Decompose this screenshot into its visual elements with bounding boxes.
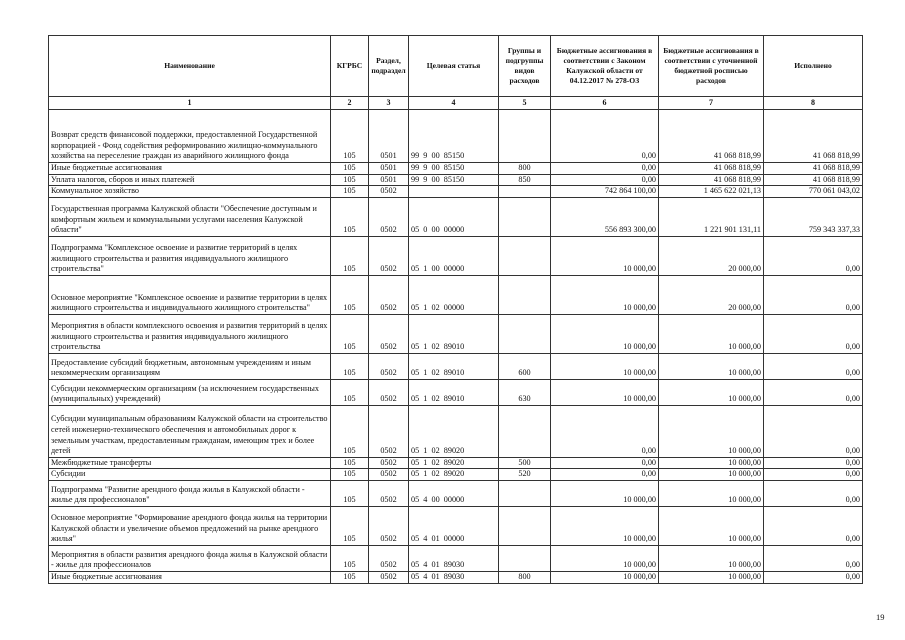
row-target-article-cell: 05 1 02 89020 [409,469,499,481]
header-target-article: Целевая статья [409,36,499,97]
row-name-cell: Субсидии муниципальным образованиям Калужской области на строительство сетей инженерно-технического обеспечения и автомобильных дорог к земельным участкам, предоставленным гражданам, имеющим трех и более детей [49,405,331,457]
table-row [49,174,863,186]
row-executed-cell: 0,00 [764,506,863,545]
row-law-allocation-cell: 0,00 [551,110,659,163]
table-row [49,186,863,198]
row-target-article-cell: 05 4 01 00000 [409,506,499,545]
row-revised-allocation-cell: 10 000,00 [659,457,764,469]
row-name-cell: Возврат средств финансовой поддержки, предоставленной Государственной корпорацией - Фонд содействия реформированию жилищно-коммунального хозяйства на переселение граждан из аварийного жилищного фонда [49,110,331,163]
row-name-cell: Предоставление субсидий бюджетным, автономным учреждениям и иным некоммерческим организациям [49,353,331,379]
row-expense-group-cell [499,110,551,163]
row-name-cell: Основное мероприятие "Комплексное освоение и развитие территории в целях жилищного строительства и индивидуального жилищного строительства" [49,275,331,314]
column-number: 5 [499,97,551,110]
row-section-cell: 0502 [369,571,409,583]
row-revised-allocation-cell: 10 000,00 [659,480,764,506]
row-law-allocation-cell: 0,00 [551,405,659,457]
page-number: 19 [876,612,885,622]
row-law-allocation-cell: 0,00 [551,469,659,481]
row-section-cell: 0502 [369,506,409,545]
row-name-cell: Государственная программа Калужской области "Обеспечение доступным и комфортным жильем и коммунальными услугами населения Калужской области" [49,197,331,236]
row-target-article-cell: 05 4 00 00000 [409,480,499,506]
row-executed-cell: 0,00 [764,469,863,481]
row-kgrbs-cell: 105 [331,275,369,314]
header-section: Раздел, подраздел [369,36,409,97]
column-number-row [49,97,863,110]
row-executed-cell: 770 061 043,02 [764,186,863,198]
row-target-article-cell: 05 1 02 89020 [409,405,499,457]
row-section-cell: 0502 [369,236,409,275]
budget-execution-table [48,35,863,584]
row-expense-group-cell [499,275,551,314]
row-executed-cell: 0,00 [764,480,863,506]
row-expense-group-cell: 800 [499,571,551,583]
table-row [49,571,863,583]
row-name-cell: Мероприятия в области комплексного освоения и развития территорий в целях жилищного строительства и развития индивидуального жилищного строительства [49,314,331,353]
row-target-article-cell: 05 1 02 00000 [409,275,499,314]
header-name: Наименование [49,36,331,97]
row-law-allocation-cell: 0,00 [551,457,659,469]
column-number: 7 [659,97,764,110]
row-section-cell: 0502 [369,353,409,379]
row-expense-group-cell [499,314,551,353]
row-law-allocation-cell: 10 000,00 [551,379,659,405]
row-law-allocation-cell: 742 864 100,00 [551,186,659,198]
row-executed-cell: 0,00 [764,545,863,571]
row-section-cell: 0502 [369,457,409,469]
header-executed: Исполнено [764,36,863,97]
row-target-article-cell: 99 9 00 85150 [409,110,499,163]
row-revised-allocation-cell: 10 000,00 [659,571,764,583]
table-body [49,110,863,584]
row-law-allocation-cell: 10 000,00 [551,353,659,379]
header-revised-allocations: Бюджетные ассигнования в соответствии с уточненной бюджетной росписью расходов [659,36,764,97]
row-target-article-cell: 05 4 01 89030 [409,545,499,571]
row-expense-group-cell [499,545,551,571]
row-kgrbs-cell: 105 [331,163,369,175]
row-name-cell: Подпрограмма "Развитие арендного фонда жилья в Калужской области - жилье для профессионалов" [49,480,331,506]
row-kgrbs-cell: 105 [331,197,369,236]
table-row [49,405,863,457]
row-target-article-cell [409,186,499,198]
row-revised-allocation-cell: 10 000,00 [659,506,764,545]
row-revised-allocation-cell: 10 000,00 [659,405,764,457]
row-section-cell: 0502 [369,275,409,314]
row-law-allocation-cell: 10 000,00 [551,275,659,314]
row-expense-group-cell: 800 [499,163,551,175]
row-kgrbs-cell: 105 [331,469,369,481]
row-revised-allocation-cell: 10 000,00 [659,469,764,481]
row-kgrbs-cell: 105 [331,314,369,353]
row-expense-group-cell: 600 [499,353,551,379]
row-expense-group-cell: 500 [499,457,551,469]
row-revised-allocation-cell: 20 000,00 [659,236,764,275]
row-expense-group-cell [499,506,551,545]
row-expense-group-cell [499,405,551,457]
row-expense-group-cell [499,186,551,198]
row-section-cell: 0502 [369,405,409,457]
column-number: 8 [764,97,863,110]
row-name-cell: Основное мероприятие "Формирование арендного фонда жилья на территории Калужской области и увеличение объемов предложений на рынке арендного жилья" [49,506,331,545]
row-kgrbs-cell: 105 [331,110,369,163]
row-expense-group-cell [499,236,551,275]
row-section-cell: 0502 [369,469,409,481]
table-header-row [49,36,863,97]
row-name-cell: Иные бюджетные ассигнования [49,571,331,583]
table-row [49,480,863,506]
row-law-allocation-cell: 0,00 [551,163,659,175]
row-expense-group-cell: 520 [499,469,551,481]
table-row [49,110,863,163]
column-number: 4 [409,97,499,110]
row-expense-group-cell [499,197,551,236]
table-row [49,236,863,275]
row-revised-allocation-cell: 10 000,00 [659,353,764,379]
row-name-cell: Иные бюджетные ассигнования [49,163,331,175]
row-target-article-cell: 05 4 01 89030 [409,571,499,583]
row-kgrbs-cell: 105 [331,506,369,545]
header-expense-group: Группы и подгруппы видов расходов [499,36,551,97]
table-row [49,457,863,469]
row-kgrbs-cell: 105 [331,480,369,506]
row-revised-allocation-cell: 1 221 901 131,11 [659,197,764,236]
row-revised-allocation-cell: 41 068 818,99 [659,110,764,163]
row-name-cell: Межбюджетные трансферты [49,457,331,469]
row-expense-group-cell: 630 [499,379,551,405]
column-number: 3 [369,97,409,110]
row-revised-allocation-cell: 20 000,00 [659,275,764,314]
row-target-article-cell: 05 1 00 00000 [409,236,499,275]
row-kgrbs-cell: 105 [331,186,369,198]
row-law-allocation-cell: 10 000,00 [551,571,659,583]
row-kgrbs-cell: 105 [331,379,369,405]
table-row [49,469,863,481]
row-name-cell: Уплата налогов, сборов и иных платежей [49,174,331,186]
row-target-article-cell: 05 1 02 89020 [409,457,499,469]
row-name-cell: Подпрограмма "Комплексное освоение и развитие территорий в целях жилищного строительства и развития индивидуального жилищного строительства" [49,236,331,275]
row-kgrbs-cell: 105 [331,545,369,571]
row-law-allocation-cell: 10 000,00 [551,545,659,571]
row-law-allocation-cell: 556 893 300,00 [551,197,659,236]
row-executed-cell: 41 068 818,99 [764,163,863,175]
row-revised-allocation-cell: 10 000,00 [659,545,764,571]
row-target-article-cell: 05 1 02 89010 [409,379,499,405]
row-law-allocation-cell: 10 000,00 [551,314,659,353]
row-kgrbs-cell: 105 [331,353,369,379]
table-row [49,506,863,545]
row-executed-cell: 759 343 337,33 [764,197,863,236]
column-number: 1 [49,97,331,110]
row-revised-allocation-cell: 10 000,00 [659,379,764,405]
column-number: 2 [331,97,369,110]
row-kgrbs-cell: 105 [331,405,369,457]
row-kgrbs-cell: 105 [331,174,369,186]
row-executed-cell: 0,00 [764,405,863,457]
row-executed-cell: 0,00 [764,457,863,469]
row-revised-allocation-cell: 10 000,00 [659,314,764,353]
row-target-article-cell: 99 9 00 85150 [409,163,499,175]
row-law-allocation-cell: 0,00 [551,174,659,186]
row-name-cell: Субсидии [49,469,331,481]
row-name-cell: Мероприятия в области развития арендного фонда жилья в Калужской области - жилье для профессионалов [49,545,331,571]
column-number: 6 [551,97,659,110]
header-kgrbs: КГРБС [331,36,369,97]
row-kgrbs-cell: 105 [331,236,369,275]
row-executed-cell: 0,00 [764,353,863,379]
table-row [49,314,863,353]
row-target-article-cell: 05 0 00 00000 [409,197,499,236]
row-executed-cell: 0,00 [764,275,863,314]
table-row [49,379,863,405]
row-section-cell: 0502 [369,314,409,353]
row-expense-group-cell [499,480,551,506]
row-section-cell: 0502 [369,480,409,506]
header-law-allocations: Бюджетные ассигнования в соответствии с Законом Калужской области от 04.12.2017 № 278-ОЗ [551,36,659,97]
row-section-cell: 0502 [369,379,409,405]
row-target-article-cell: 05 1 02 89010 [409,353,499,379]
row-expense-group-cell: 850 [499,174,551,186]
row-law-allocation-cell: 10 000,00 [551,480,659,506]
row-executed-cell: 0,00 [764,314,863,353]
row-executed-cell: 0,00 [764,379,863,405]
row-target-article-cell: 99 9 00 85150 [409,174,499,186]
table-row [49,163,863,175]
row-kgrbs-cell: 105 [331,457,369,469]
row-name-cell: Субсидии некоммерческим организациям (за исключением государственных (муниципальных) учреждений) [49,379,331,405]
table-row [49,275,863,314]
row-executed-cell: 41 068 818,99 [764,110,863,163]
row-kgrbs-cell: 105 [331,571,369,583]
row-revised-allocation-cell: 1 465 622 021,13 [659,186,764,198]
row-revised-allocation-cell: 41 068 818,99 [659,174,764,186]
row-executed-cell: 0,00 [764,571,863,583]
row-section-cell: 0501 [369,174,409,186]
row-section-cell: 0502 [369,197,409,236]
row-section-cell: 0501 [369,163,409,175]
table-row [49,545,863,571]
table-row [49,197,863,236]
row-law-allocation-cell: 10 000,00 [551,236,659,275]
row-target-article-cell: 05 1 02 89010 [409,314,499,353]
table-row [49,353,863,379]
row-section-cell: 0501 [369,110,409,163]
row-name-cell: Коммунальное хозяйство [49,186,331,198]
document-page [48,35,862,584]
row-law-allocation-cell: 10 000,00 [551,506,659,545]
row-section-cell: 0502 [369,545,409,571]
row-revised-allocation-cell: 41 068 818,99 [659,163,764,175]
row-executed-cell: 0,00 [764,236,863,275]
row-executed-cell: 41 068 818,99 [764,174,863,186]
row-section-cell: 0502 [369,186,409,198]
